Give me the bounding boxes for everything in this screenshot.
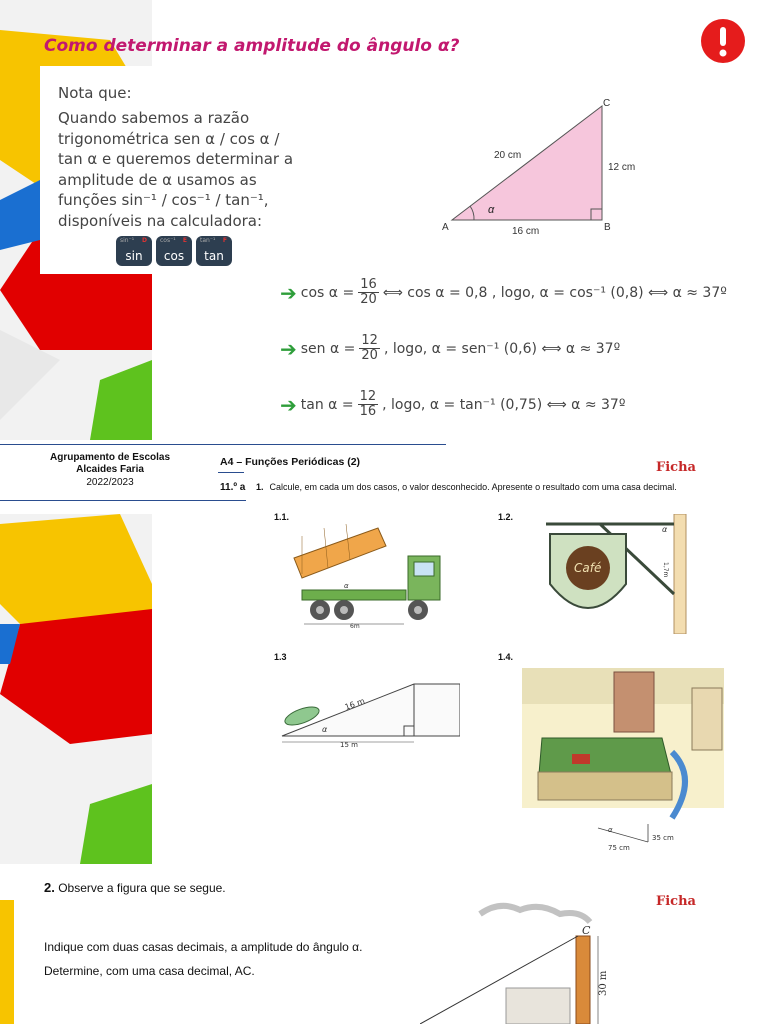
right-triangle-diagram	[430, 96, 650, 250]
equation-cos: ➔ cos α = $\frac{16}{20}$ ⟺ cos α = 0,8 , logo, α = cos⁻¹ (0,8) ⟺ α ≈ 37º	[280, 277, 727, 307]
item-label: 1.2.	[498, 512, 514, 522]
question-2: 2. Observe a figura que se segue.	[44, 880, 226, 895]
item-label: 1.4.	[498, 652, 514, 662]
angle-label: α	[608, 826, 613, 834]
car-ramp-figure	[274, 680, 460, 752]
sin-key: sin⁻¹ D sin	[116, 236, 152, 266]
calculator-keys	[116, 236, 232, 266]
alert-icon	[700, 18, 746, 64]
measure-label-35cm: 35 cm	[652, 834, 674, 842]
ficha-label: Ficha	[656, 460, 696, 475]
measure-label-15m: 15 m	[340, 741, 358, 748]
school-name: Agrupamento de Escolas Alcaides Faria	[49, 452, 171, 475]
vertex-b: B	[604, 222, 611, 233]
worksheet-subject: A4 – Funções Periódicas (2)	[220, 456, 361, 468]
equation-sen: ➔ sen α = $\frac{12}{20}$ , logo, α = sen⁻¹ (0,6) ⟺ α ≈ 37º	[280, 333, 621, 363]
measure-label-75cm: 75 cm	[608, 844, 630, 852]
angle-label: α	[322, 725, 328, 734]
equation-tan: ➔ tan α = $\frac{12}{16}$ , logo, α = tan⁻¹ (0,75) ⟺ α ≈ 37º	[280, 389, 626, 419]
arrow-right-icon: ➔	[280, 392, 297, 417]
page-title: Como determinar a amplitude do ângulo α?	[44, 36, 460, 56]
hypotenuse-label: 20 cm	[494, 150, 522, 161]
svg-text:Café: Café	[574, 561, 602, 575]
chimney-figure	[420, 900, 630, 1028]
school-year: 2022/2023	[86, 477, 134, 488]
vertex-c: C	[582, 924, 591, 937]
item-label: 1.3	[274, 652, 287, 662]
angle-label: α	[344, 582, 349, 590]
tan-key: tan⁻¹ F tan	[196, 236, 232, 266]
measure-label-16m: 16 m	[343, 696, 366, 712]
header-divider	[0, 444, 446, 445]
decorative-background-bottom	[0, 900, 14, 1024]
angle-label: α	[662, 525, 668, 534]
note-heading: Nota que:	[58, 84, 132, 102]
arrow-right-icon: ➔	[280, 280, 297, 305]
measure-label: 6m	[350, 623, 360, 628]
subject-underline	[218, 472, 244, 473]
measure-label: 1,7m	[662, 562, 669, 578]
bedroom-figure	[522, 668, 724, 858]
header-divider	[0, 500, 246, 501]
item-label: 1.1.	[274, 512, 290, 522]
dump-truck-figure	[284, 524, 450, 632]
adjacent-label: 16 cm	[512, 226, 540, 237]
question-2b: Determine, com uma casa decimal, AC.	[44, 964, 255, 978]
opposite-label: 12 cm	[608, 162, 636, 173]
grade-label: 11.º a	[220, 482, 246, 493]
question-2a: Indique com duas casas decimais, a amplitude do ângulo α.	[44, 940, 363, 954]
question-1: 1. Calcule, em cada um dos casos, o valor desconhecido. Apresente o resultado com uma casa decimal.	[256, 482, 677, 492]
measure-label: 30 m	[598, 970, 609, 996]
note-body: Quando sabemos a razão trigonométrica sen α / cos α / tan α e queremos determinar a amplitude de α usamos as funções sin⁻¹ / cos⁻¹ / tan⁻¹, disponíveis na calculadora:	[58, 109, 294, 230]
ficha-label: Ficha	[656, 894, 696, 909]
cos-key: cos⁻¹ E cos	[156, 236, 192, 266]
decorative-background-middle	[0, 514, 152, 864]
arrow-right-icon: ➔	[280, 336, 297, 361]
vertex-c: C	[603, 98, 611, 109]
vertex-a: A	[442, 222, 449, 233]
angle-label: α	[488, 204, 495, 216]
cafe-sign-figure	[540, 514, 690, 638]
